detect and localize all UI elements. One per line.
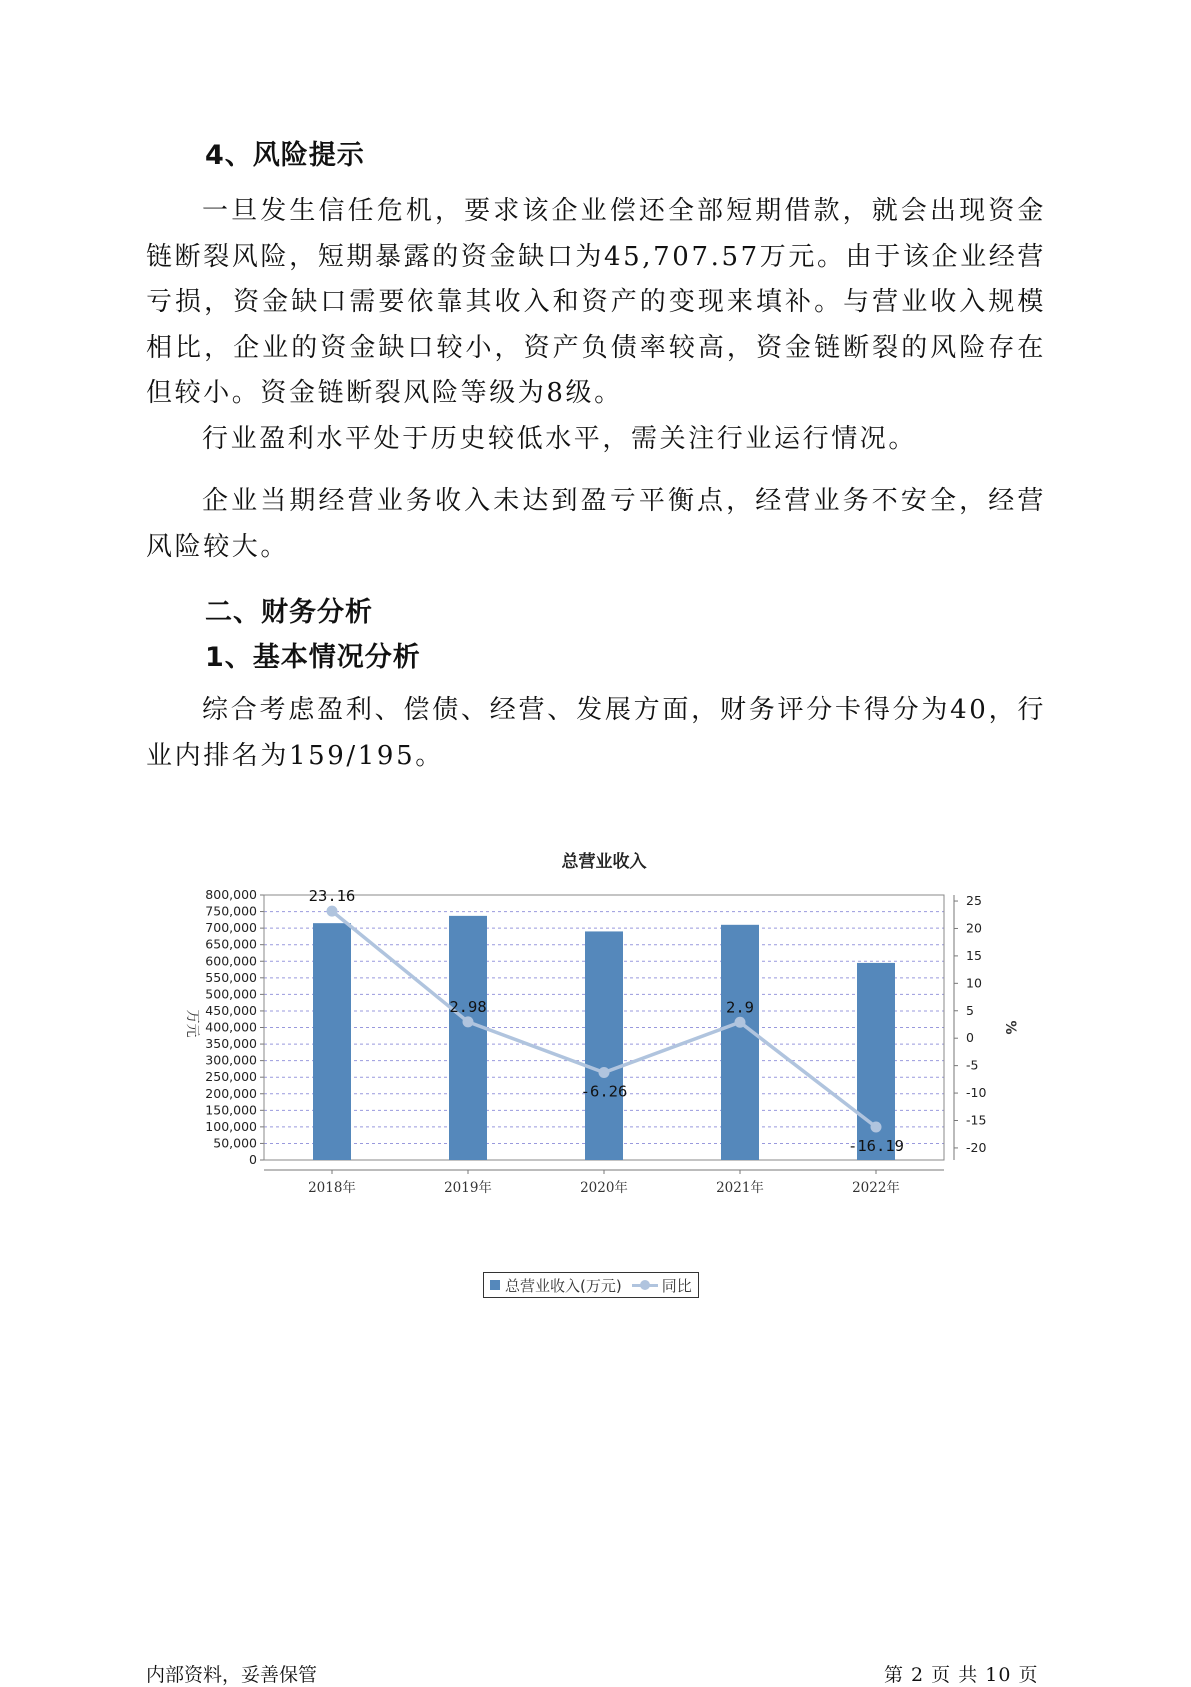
yoy-point <box>871 1122 882 1133</box>
x-tick-label: 2022年 <box>852 1180 900 1196</box>
y-tick-label: 250,000 <box>205 1069 257 1085</box>
legend-bar-swatch <box>490 1280 500 1290</box>
y-tick-label: 800,000 <box>205 887 257 902</box>
x-tick-label: 2019年 <box>444 1180 492 1196</box>
yoy-point <box>327 906 338 917</box>
risk-paragraph-2: 行业盈利水平处于历史较低水平，需关注行业运行情况。 <box>202 424 918 454</box>
y-tick-label: 150,000 <box>205 1102 257 1118</box>
yoy-point <box>599 1067 610 1078</box>
y-tick-label: 500,000 <box>205 986 257 1002</box>
legend-bar-label: 总营业收入(万元) <box>505 1276 622 1295</box>
basic-paragraph: 综合考虑盈利、偿债、经营、发展方面，财务评分卡得分为40，行业内排名为159/195。 <box>146 695 1046 771</box>
y-tick-label: 100,000 <box>205 1118 257 1134</box>
y-tick-label: 300,000 <box>205 1052 257 1068</box>
footer-confidential: 内部资料，妥善保管 <box>146 1664 318 1686</box>
y-tick-label: 0 <box>249 1152 257 1167</box>
y2-tick-label: 15 <box>966 947 982 963</box>
legend-line-label: 同比 <box>661 1276 692 1295</box>
y2-axis-title: % <box>1002 1020 1018 1035</box>
basic-heading: 1、基本情况分析 <box>205 642 421 673</box>
yoy-data-label: 2.9 <box>726 998 754 1017</box>
y2-tick-label: 10 <box>966 975 982 991</box>
y-tick-label: 50,000 <box>213 1135 257 1151</box>
chart-legend <box>483 1272 699 1298</box>
y-tick-label: 750,000 <box>205 903 257 919</box>
y-tick-label: 700,000 <box>205 920 257 936</box>
revenue-bar <box>313 923 351 1160</box>
y-tick-label: 650,000 <box>205 936 257 952</box>
y2-tick-label: -10 <box>966 1085 987 1101</box>
y-tick-label: 600,000 <box>205 953 257 969</box>
x-tick-label: 2020年 <box>580 1180 628 1196</box>
y2-tick-label: 25 <box>966 893 982 909</box>
risk-paragraph-3: 企业当期经营业务收入未达到盈亏平衡点，经营业务不安全，经营风险较大。 <box>146 486 1046 562</box>
y-tick-label: 550,000 <box>205 969 257 985</box>
chart-title: 总营业收入 <box>561 852 647 872</box>
footer-page-number: 第 2 页 共 10 页 <box>884 1664 1039 1686</box>
yoy-data-label: 23.16 <box>308 887 356 906</box>
y2-tick-label: 0 <box>966 1030 974 1046</box>
y-tick-label: 450,000 <box>205 1002 257 1018</box>
revenue-bar <box>585 931 623 1160</box>
y2-tick-label: 20 <box>966 920 982 936</box>
revenue-bar <box>721 925 759 1160</box>
revenue-bar <box>449 916 487 1160</box>
yoy-data-label: 2.98 <box>449 997 487 1016</box>
y-tick-label: 400,000 <box>205 1019 257 1035</box>
yoy-data-label: -16.19 <box>848 1137 904 1156</box>
y2-tick-label: -20 <box>966 1139 987 1155</box>
revenue-chart <box>170 845 1030 1265</box>
y2-tick-label: -5 <box>966 1057 979 1073</box>
y2-tick-label: -15 <box>966 1112 987 1128</box>
risk-heading: 4、风险提示 <box>205 140 365 171</box>
x-tick-label: 2021年 <box>716 1180 764 1196</box>
risk-paragraph-1: 一旦发生信任危机，要求该企业偿还全部短期借款，就会出现资金链断裂风险，短期暴露的资金缺口为45,707.57万元。由于该企业经营亏损，资金缺口需要依靠其收入和资产的变现来填补。与营业收入规模相比，企业的资金缺口较小，资产负债率较高，资金链断裂的风险存在但较小。资金链断裂风险等级为8级。 <box>146 196 1046 408</box>
y2-tick-label: 5 <box>966 1002 974 1018</box>
y-tick-label: 350,000 <box>205 1036 257 1052</box>
yoy-point <box>735 1017 746 1028</box>
x-tick-label: 2018年 <box>308 1180 356 1196</box>
y-axis-title: 万元 <box>184 1009 200 1038</box>
y-tick-label: 200,000 <box>205 1085 257 1101</box>
finance-heading: 二、财务分析 <box>205 597 373 628</box>
yoy-point <box>463 1016 474 1027</box>
yoy-data-label: -6.26 <box>580 1082 628 1101</box>
legend-line-swatch <box>632 1280 658 1290</box>
